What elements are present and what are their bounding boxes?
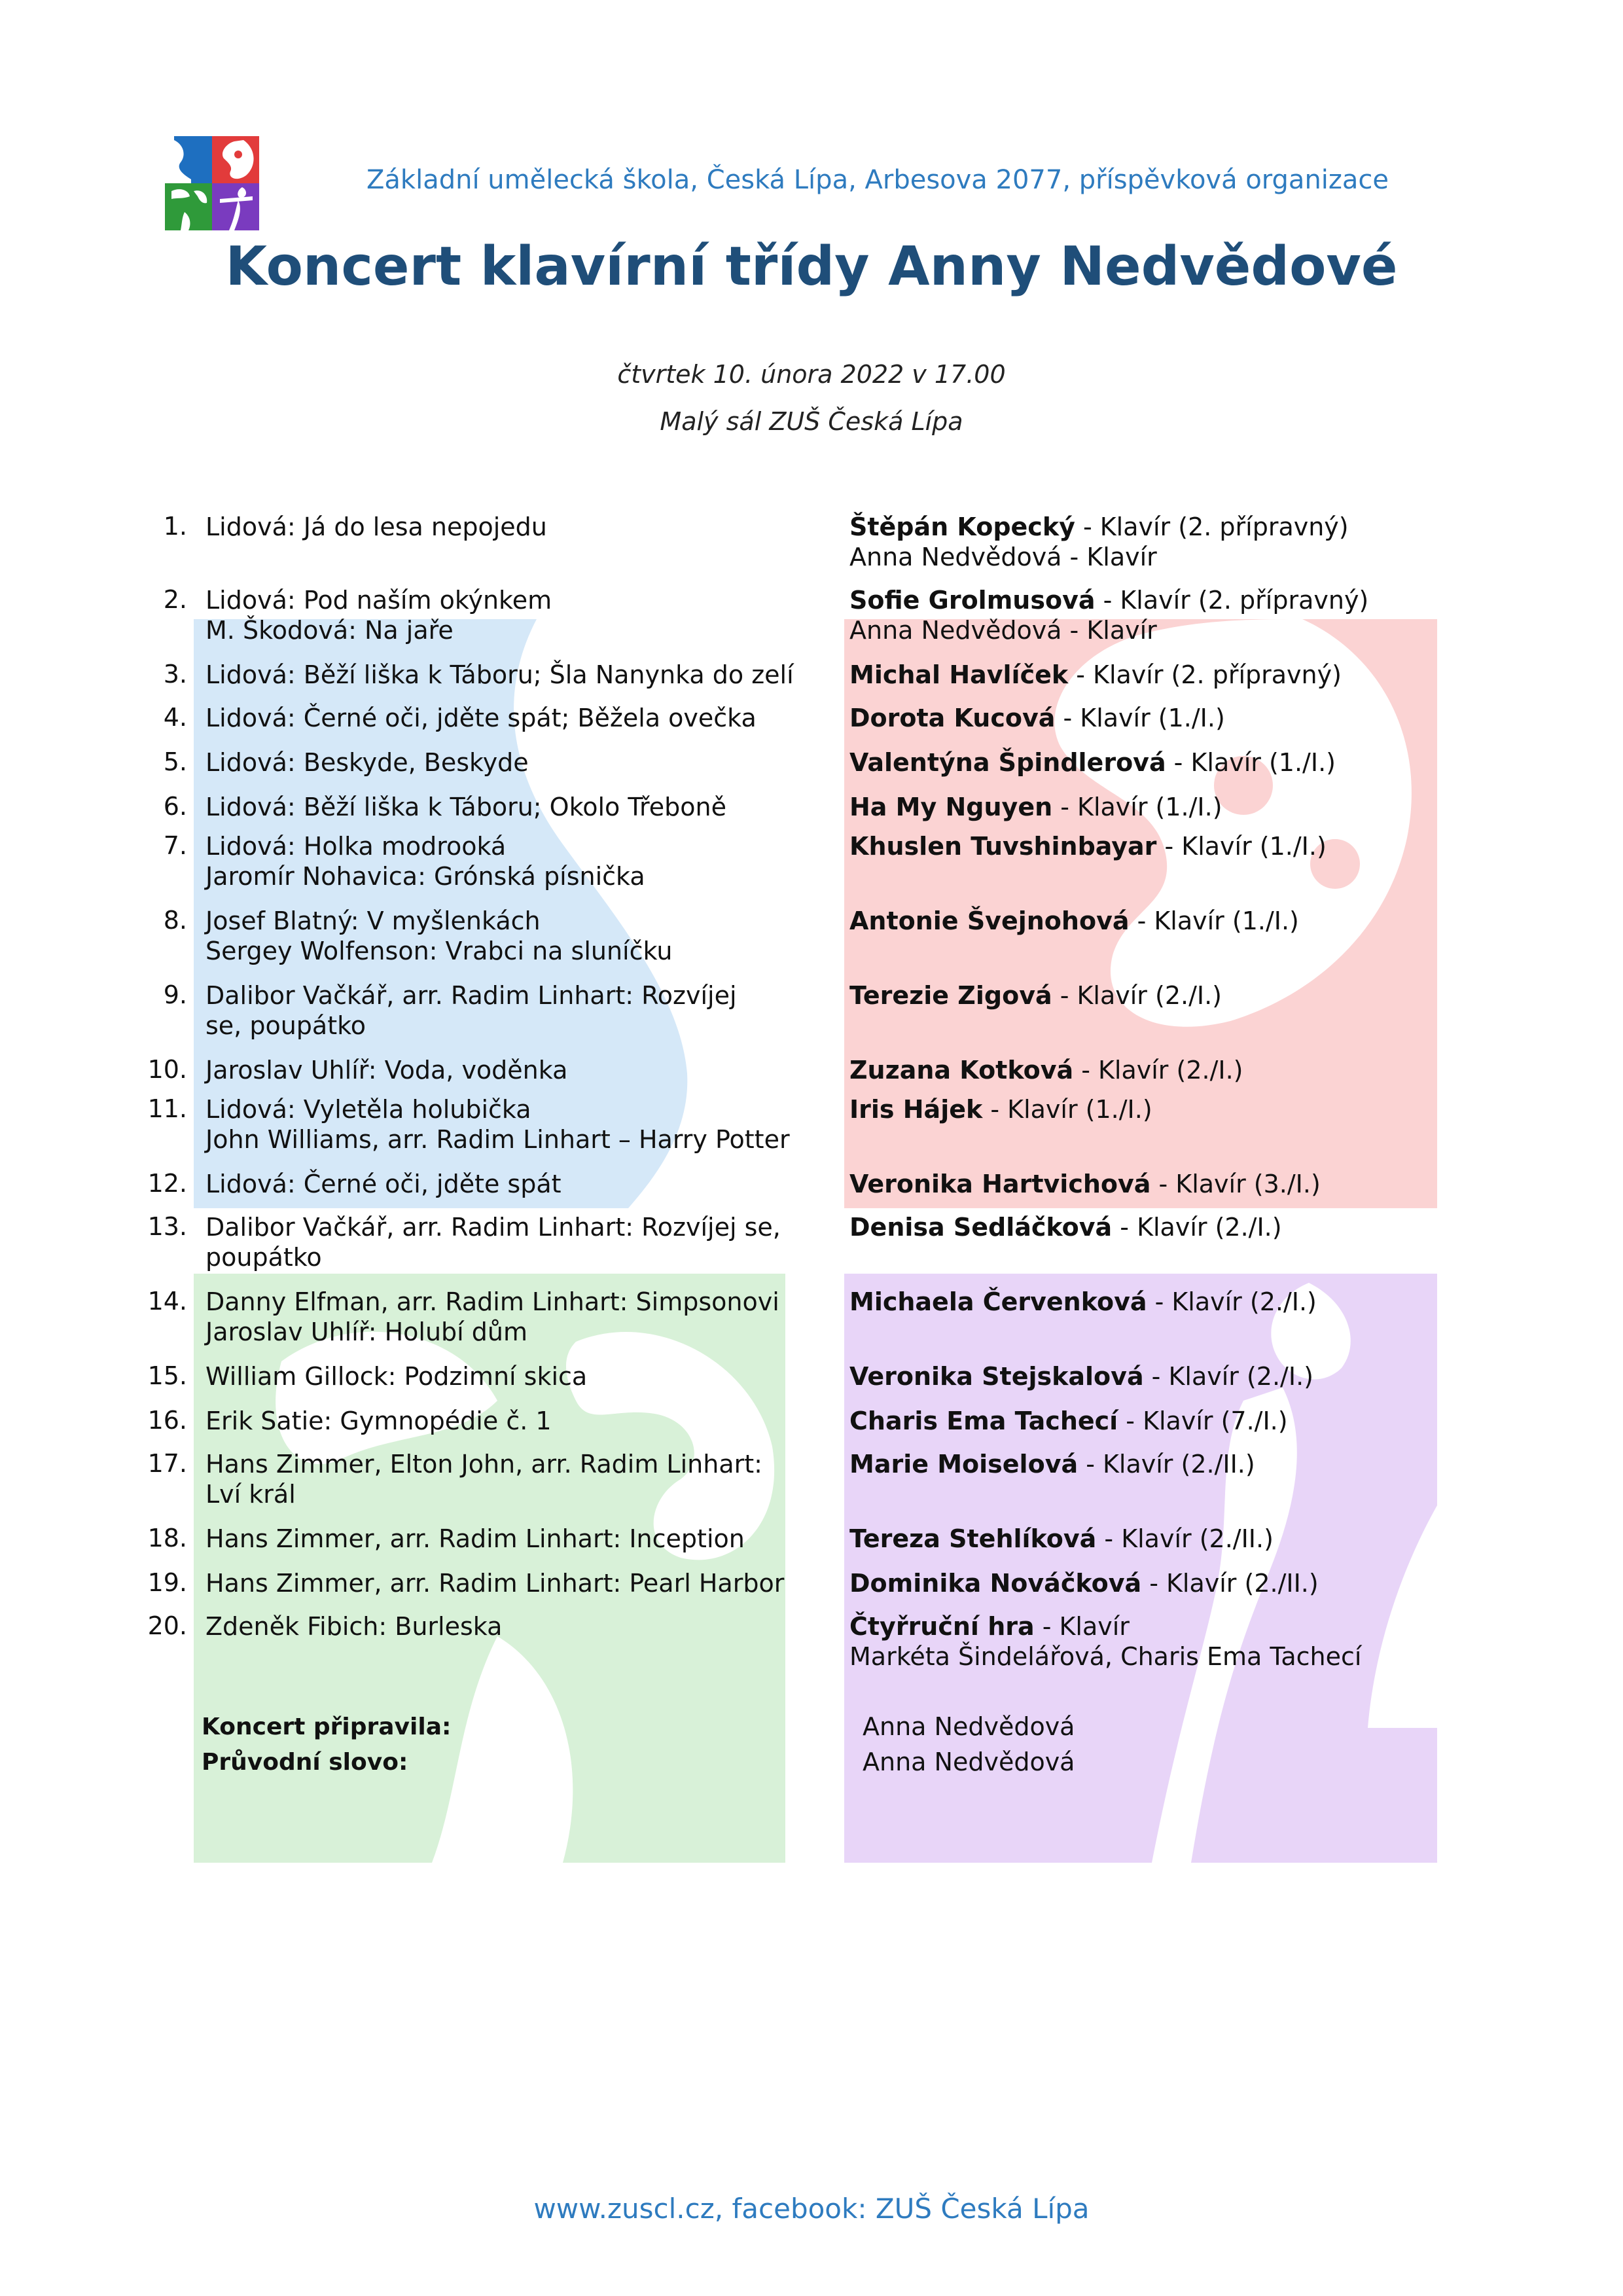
performer-name: Čtyřruční hra (849, 1612, 1035, 1641)
item-pieces (205, 512, 794, 542)
item-number: 8. (163, 906, 187, 935)
item-pieces (205, 747, 794, 778)
item-pieces (205, 1094, 794, 1155)
piece: Danny Elfman, arr. Radim Linhart: Simpsonovi (205, 1287, 779, 1316)
performer-name: Dorota Kucová (849, 704, 1056, 732)
item-number: 4. (163, 703, 187, 732)
credits-prepared-value: Anna Nedvědová (863, 1712, 1075, 1741)
performer-detail: - Klavír (2. přípravný) (1068, 660, 1342, 689)
performer-detail: - Klavír (2./II.) (1078, 1450, 1255, 1479)
performer-name: Michal Havlíček (849, 660, 1069, 689)
item-pieces (205, 792, 794, 822)
item-number: 19. (147, 1568, 187, 1597)
piece: Jaroslav Uhlíř: Voda, voděnka (205, 1056, 568, 1085)
performer-detail: - Klavír (1./I.) (1052, 793, 1222, 821)
piece: John Williams, arr. Radim Linhart – Harry Potter (205, 1125, 790, 1154)
piece: Erik Satie: Gymnopédie č. 1 (205, 1407, 552, 1435)
performer-name: Terezie Zigová (849, 981, 1052, 1010)
page-title: Koncert klavírní třídy Anny Nedvědové (225, 236, 1398, 298)
item-performer (849, 660, 1504, 690)
piece: Zdeněk Fibich: Burleska (205, 1612, 503, 1641)
performer-detail: - Klavír (3./I.) (1150, 1170, 1321, 1198)
performer-name: Michaela Červenková (849, 1287, 1147, 1316)
item-performer (849, 1169, 1504, 1199)
item-performer (849, 1094, 1504, 1124)
item-performer (849, 585, 1504, 645)
credits-word-value: Anna Nedvědová (863, 1748, 1075, 1776)
performer-detail: - Klavír (1./I.) (1156, 832, 1327, 861)
performer-detail: - Klavír (2./I.) (1147, 1287, 1317, 1316)
footer-links[interactable]: www.zuscl.cz, facebook: ZUŠ Česká Lípa (533, 2193, 1090, 2225)
item-number: 16. (147, 1406, 187, 1435)
item-pieces (205, 1212, 781, 1272)
item-pieces (205, 906, 794, 966)
item-number: 6. (163, 792, 187, 821)
item-performer (849, 980, 1504, 1011)
credits-word-label: Průvodní slovo: (202, 1749, 408, 1776)
item-performer (849, 703, 1504, 733)
item-pieces (205, 660, 794, 690)
performer-detail: - Klavír (1034, 1612, 1130, 1641)
piece: Lidová: Černé oči, jděte spát (205, 1170, 562, 1198)
item-number: 12. (147, 1169, 187, 1198)
piece: Dalibor Vačkář, arr. Radim Linhart: Rozvíjej se, poupátko (205, 981, 737, 1040)
item-performer (849, 792, 1504, 822)
credits-prepared-label: Koncert připravila: (202, 1713, 452, 1740)
piece: Hans Zimmer, Elton John, arr. Radim Linhart: Lví král (205, 1450, 762, 1509)
item-pieces (205, 1169, 794, 1199)
item-number: 15. (147, 1361, 187, 1390)
performer-detail: - Klavír (1./I.) (1129, 906, 1299, 935)
piece: Josef Blatný: V myšlenkách (205, 906, 541, 935)
concert-date: čtvrtek 10. února 2022 v 17.00 (617, 360, 1006, 389)
performer-name: Veronika Hartvichová (849, 1170, 1151, 1198)
item-performer (849, 831, 1504, 861)
item-number: 7. (163, 831, 187, 860)
performer-extra: Anna Nedvědová - Klavír (849, 543, 1157, 571)
item-performer (849, 1406, 1504, 1436)
item-pieces (205, 1361, 794, 1391)
item-performer (849, 1361, 1504, 1391)
performer-detail: - Klavír (2./I.) (1052, 981, 1222, 1010)
performer-name: Marie Moiselová (849, 1450, 1079, 1479)
item-pieces (205, 1524, 794, 1554)
performer-detail: - Klavír (2./I.) (1112, 1213, 1282, 1242)
item-performer (849, 1568, 1504, 1598)
performer-detail: - Klavír (1./I.) (982, 1095, 1152, 1124)
performer-name: Dominika Nováčková (849, 1569, 1142, 1598)
item-number: 10. (147, 1055, 187, 1084)
piece: Dalibor Vačkář, arr. Radim Linhart: Rozvíjej se, poupátko (205, 1213, 781, 1272)
performer-name: Tereza Stehlíková (849, 1524, 1097, 1553)
piece: M. Škodová: Na jaře (205, 616, 454, 645)
piece: Jaroslav Uhlíř: Holubí dům (205, 1318, 528, 1346)
item-pieces (205, 585, 794, 645)
item-pieces (205, 703, 794, 733)
piece: Sergey Wolfenson: Vrabci na sluníčku (205, 937, 673, 965)
school-name: Základní umělecká škola, Česká Lípa, Arbesova 2077, příspěvková organizace (366, 165, 1389, 195)
item-pieces (205, 1568, 794, 1598)
school-logo (165, 136, 259, 230)
item-number: 17. (147, 1449, 187, 1478)
performer-detail: - Klavír (2./I.) (1143, 1362, 1313, 1391)
piece: Lidová: Já do lesa nepojedu (205, 512, 547, 541)
performer-detail: - Klavír (2./II.) (1096, 1524, 1274, 1553)
performer-name: Valentýna Špindlerová (849, 748, 1166, 777)
performer-detail: - Klavír (2. přípravný) (1095, 586, 1369, 615)
item-number: 20. (147, 1611, 187, 1640)
piece: Lidová: Černé oči, jděte spát; Běžela ovečka (205, 704, 757, 732)
piece: Hans Zimmer, arr. Radim Linhart: Inception (205, 1524, 745, 1553)
item-number: 1. (163, 512, 187, 541)
item-performer (849, 906, 1504, 936)
item-number: 3. (163, 660, 187, 689)
item-pieces (205, 831, 794, 891)
item-number: 13. (147, 1212, 187, 1241)
performer-name: Veronika Stejskalová (849, 1362, 1144, 1391)
item-performer (849, 747, 1504, 778)
performer-name: Zuzana Kotková (849, 1056, 1074, 1085)
performer-name: Charis Ema Tachecí (849, 1407, 1118, 1435)
item-performer (849, 1287, 1504, 1317)
item-number: 5. (163, 747, 187, 776)
item-number: 11. (147, 1094, 187, 1123)
performer-name: Denisa Sedláčková (849, 1213, 1113, 1242)
item-performer (849, 1524, 1504, 1554)
item-performer (849, 1611, 1504, 1672)
concert-venue: Malý sál ZUŠ Česká Lípa (660, 407, 963, 436)
performer-extra: Anna Nedvědová - Klavír (849, 616, 1157, 645)
performer-detail: - Klavír (2. přípravný) (1075, 512, 1349, 541)
piece: Lidová: Holka modrooká (205, 832, 507, 861)
item-number: 2. (163, 585, 187, 614)
performer-detail: - Klavír (7./I.) (1118, 1407, 1288, 1435)
piece: Lidová: Vyletěla holubička (205, 1095, 531, 1124)
piece: Hans Zimmer, arr. Radim Linhart: Pearl Harbor (205, 1569, 785, 1598)
item-number: 18. (147, 1524, 187, 1552)
performer-name: Khuslen Tuvshinbayar (849, 832, 1157, 861)
item-performer (849, 1055, 1504, 1085)
item-performer (849, 1212, 1504, 1242)
item-performer (849, 512, 1504, 572)
performer-detail: - Klavír (2./II.) (1141, 1569, 1319, 1598)
item-pieces (205, 1449, 768, 1509)
performer-name: Antonie Švejnohová (849, 906, 1130, 935)
performer-name: Ha My Nguyen (849, 793, 1053, 821)
performer-name: Štěpán Kopecký (849, 512, 1075, 541)
performer-detail: - Klavír (1./I.) (1055, 704, 1225, 732)
item-performer (849, 1449, 1504, 1479)
performer-name: Iris Hájek (849, 1095, 983, 1124)
piece: William Gillock: Podzimní skica (205, 1362, 588, 1391)
item-pieces (205, 1287, 794, 1347)
item-pieces (205, 1055, 794, 1085)
item-pieces (205, 980, 768, 1041)
piece: Lidová: Běží liška k Táboru; Šla Nanynka do zelí (205, 660, 794, 689)
piece: Jaromír Nohavica: Grónská písnička (205, 862, 645, 891)
performer-extra: Markéta Šindelářová, Charis Ema Tachecí (849, 1642, 1362, 1671)
item-pieces (205, 1406, 794, 1436)
performer-detail: - Klavír (2./I.) (1073, 1056, 1243, 1085)
piece: Lidová: Běží liška k Táboru; Okolo Třeboně (205, 793, 726, 821)
item-pieces (205, 1611, 794, 1641)
item-number: 14. (147, 1287, 187, 1316)
item-number: 9. (163, 980, 187, 1009)
performer-detail: - Klavír (1./I.) (1166, 748, 1336, 777)
piece: Lidová: Beskyde, Beskyde (205, 748, 529, 777)
piece: Lidová: Pod naším okýnkem (205, 586, 552, 615)
performer-name: Sofie Grolmusová (849, 586, 1096, 615)
